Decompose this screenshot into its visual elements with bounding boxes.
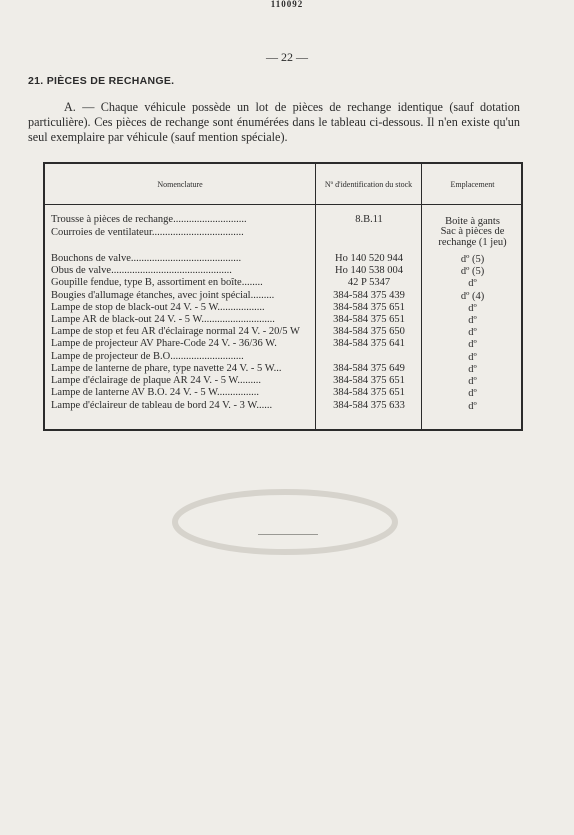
cell-location: dº xyxy=(468,376,477,387)
cell-nomenclature: Courroies de ventilateur................................... xyxy=(51,227,244,238)
cell-stock-number: 384-584 375 649 xyxy=(333,363,405,374)
cell-location: dº xyxy=(468,327,477,338)
cell-stock-number: 384-584 375 651 xyxy=(333,375,405,386)
cell-nomenclature: Trousse à pièces de rechange............................ xyxy=(51,214,247,225)
cell-nomenclature: Lampe d'éclaireur de tableau de bord 24 V. - 3 W...... xyxy=(51,400,273,411)
cell-stock-number: 384-584 375 641 xyxy=(333,338,405,349)
table-header-row xyxy=(45,164,521,205)
bleed-through-mark xyxy=(160,480,410,560)
cell-location: dº (4) xyxy=(460,291,485,302)
cell-nomenclature: Lampe AR de black-out 24 V. - 5 W............................ xyxy=(51,314,275,325)
cell-nomenclature: Lampe d'éclairage de plaque AR 24 V. - 5 W......... xyxy=(51,375,261,386)
cell-location: dº xyxy=(468,401,477,412)
cell-stock-number: Ho 140 520 944 xyxy=(335,253,403,264)
cell-stock-number: 384-584 375 651 xyxy=(333,314,405,325)
cell-location: dº xyxy=(468,388,477,399)
spare-parts-table xyxy=(43,162,523,431)
cell-nomenclature: Bouchons de valve.......................................... xyxy=(51,253,242,264)
cell-stock-number: 384-584 375 633 xyxy=(333,400,405,411)
page-number: — 22 — xyxy=(266,50,308,64)
cell-location: dº (5) xyxy=(460,266,485,277)
intro-paragraph: A. — Chaque véhicule possède un lot de pièces de rechange identique (sauf dotation particulière). Ces pièces de rechange sont énumérées dans le tableau ci-dessous. Il n'en existe qu'un seul exemplaire par véhicule (sauf mention spéciale). xyxy=(28,100,520,144)
cell-location: Boite à gants xyxy=(445,216,500,227)
cell-location: dº xyxy=(468,339,477,350)
cell-nomenclature: Lampe de projecteur de B.O............................ xyxy=(51,351,244,362)
cell-nomenclature: Lampe de stop de black-out 24 V. - 5 W.................. xyxy=(51,302,265,313)
section-title: 21. PIÈCES DE RECHANGE. xyxy=(28,75,175,87)
document-code: 110092 xyxy=(270,0,304,9)
header-location: Emplacement xyxy=(450,179,495,189)
cell-location: dº xyxy=(468,352,477,363)
cell-nomenclature: Lampe de projecteur AV Phare-Code 24 V. - 36/36 W. xyxy=(51,338,277,349)
cell-nomenclature: Goupille fendue, type B, assortiment en boîte........ xyxy=(51,277,263,288)
cell-location: dº (5) xyxy=(460,254,485,265)
cell-location: Sac à pièces de rechange (1 jeu) xyxy=(438,226,507,248)
cell-nomenclature: Lampe de lanterne de phare, type navette 24 V. - 5 W... xyxy=(51,363,282,374)
cell-nomenclature: Obus de valve.............................................. xyxy=(51,265,232,276)
cell-stock-number: 384-584 375 650 xyxy=(333,326,405,337)
header-stock-number: Nº d'identification du stock xyxy=(324,179,413,189)
cell-stock-number: 8.B.11 xyxy=(355,214,383,225)
cell-stock-number: 384-584 375 651 xyxy=(333,387,405,398)
cell-location: dº xyxy=(468,278,477,289)
cell-stock-number: 384-584 375 651 xyxy=(333,302,405,313)
header-nomenclature: Nomenclature xyxy=(157,179,203,189)
cell-stock-number: Ho 140 538 004 xyxy=(335,265,403,276)
cell-stock-number: 384-584 375 439 xyxy=(333,290,405,301)
cell-location: dº xyxy=(468,315,477,326)
cell-stock-number: 42 P 5347 xyxy=(347,277,391,288)
cell-location: dº xyxy=(468,364,477,375)
cell-nomenclature: Bougies d'allumage étanches, avec joint spécial......... xyxy=(51,290,275,301)
cell-nomenclature: Lampe de lanterne AV B.O. 24 V. - 5 W................ xyxy=(51,387,260,398)
cell-location: dº xyxy=(468,303,477,314)
cell-nomenclature: Lampe de stop et feu AR d'éclairage normal 24 V. - 20/5 W xyxy=(51,326,300,337)
